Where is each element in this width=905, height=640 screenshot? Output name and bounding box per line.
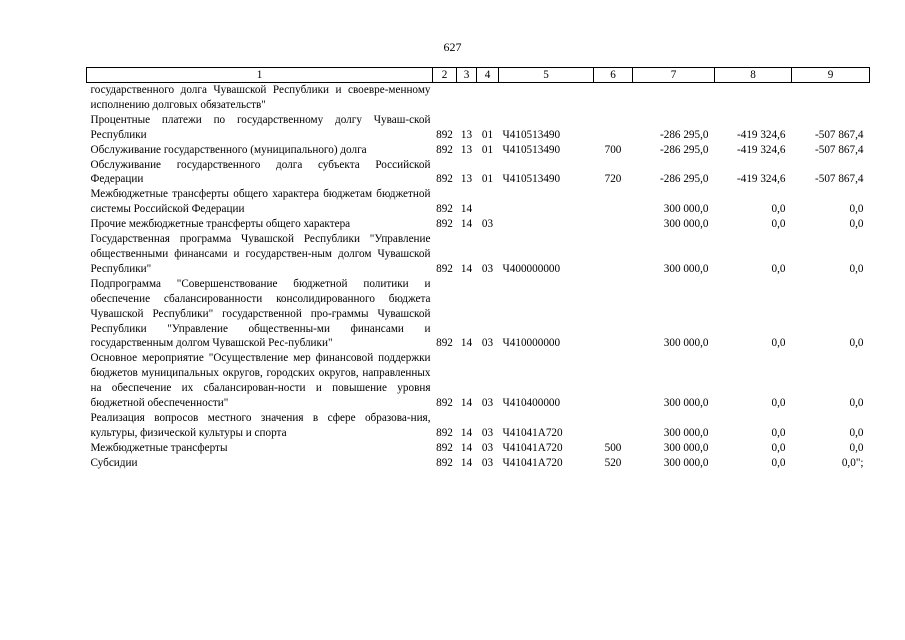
target-article-code: Ч410513490 [502, 128, 561, 141]
ministry-code: 892 [436, 441, 453, 454]
target-article-code [499, 83, 594, 113]
amount-year-3: 0,0"; [841, 456, 864, 469]
header-cell: 5 [499, 68, 594, 83]
table-row [87, 158, 870, 188]
amount-year-3: -507 867,4 [815, 128, 864, 141]
subsection-code: 03 [481, 456, 494, 469]
amount-year-3: 0,0 [849, 426, 864, 439]
ministry-code: 892 [436, 262, 453, 275]
page-number: 627 [443, 40, 462, 54]
subsection-code: 01 [481, 143, 494, 156]
row-description: Межбюджетные трансферты [90, 441, 228, 454]
row-description: Государственная программа Чувашской Республики "Управление общественными финансами и государствен-ным долгом Чувашской Республики" [90, 233, 431, 275]
table-row [87, 83, 870, 113]
expense-type-code [594, 277, 633, 352]
amount-year-1: -286 295,0 [660, 143, 709, 156]
subsection-code: 03 [481, 337, 494, 350]
section-code: 14 [460, 397, 473, 410]
table-row [87, 217, 870, 232]
section-code: 13 [460, 173, 473, 186]
header-cell: 4 [477, 68, 499, 83]
expense-type-code: 520 [604, 456, 622, 469]
amount-year-1: 300 000,0 [663, 262, 709, 275]
amount-year-3: 0,0 [849, 441, 864, 454]
row-description: Реализация вопросов местного значения в сфере образова-ния, культуры, физической культуры и спорта [90, 411, 431, 439]
amount-year-1: 300 000,0 [663, 441, 709, 454]
amount-year-2: 0,0 [771, 337, 786, 350]
subsection-code: 03 [481, 397, 494, 410]
row-description: Обслуживание государственного долга субъекта Российской Федерации [90, 158, 431, 186]
row-description: Основное мероприятие "Осуществление мер финансовой поддержки бюджетов муниципальных округов, городских округов, направленных на обеспечение их сбалансирован-ности и повышение уровня бюджетной обеспеченности" [90, 352, 431, 410]
header-cell: 8 [715, 68, 792, 83]
expense-type-code [594, 187, 633, 217]
ministry-code: 892 [436, 337, 453, 350]
target-article-code: Ч410513490 [502, 173, 561, 186]
subsection-code: 01 [481, 173, 494, 186]
amount-year-3: 0,0 [849, 262, 864, 275]
row-description: Подпрограмма "Совершенствование бюджетной политики и обеспечение сбалансированности консолидированного бюджета Чувашской Республики" государственной про-граммы Чувашской Республики "Управление общественны-ми финансами и государственным долгом Чувашской Рес-публики" [90, 277, 431, 350]
table-header [87, 68, 870, 83]
amount-year-1: 300 000,0 [663, 203, 709, 216]
amount-year-3: -507 867,4 [815, 143, 864, 156]
header-cell: 1 [87, 68, 433, 83]
amount-year-2: -419 324,6 [737, 128, 786, 141]
amount-year-1 [633, 83, 715, 113]
amount-year-2: 0,0 [771, 441, 786, 454]
subsection-code: 03 [481, 426, 494, 439]
target-article-code [499, 217, 594, 232]
table-row [87, 143, 870, 158]
amount-year-1: 300 000,0 [663, 426, 709, 439]
ministry-code: 892 [436, 397, 453, 410]
section-code: 14 [460, 218, 473, 231]
subsection-code [477, 187, 499, 217]
expense-type-code [594, 83, 633, 113]
expense-type-code: 500 [604, 441, 622, 454]
table-row [87, 277, 870, 352]
expense-type-code [594, 232, 633, 277]
ministry-code: 892 [436, 173, 453, 186]
expense-type-code [594, 217, 633, 232]
amount-year-2: 0,0 [771, 218, 786, 231]
section-code: 14 [460, 456, 473, 469]
amount-year-2: 0,0 [771, 456, 786, 469]
expense-type-code [594, 113, 633, 143]
row-description: Прочие межбюджетные трансферты общего характера [90, 218, 351, 231]
subsection-code: 01 [481, 128, 494, 141]
target-article-code: Ч410513490 [502, 143, 561, 156]
amount-year-2: 0,0 [771, 397, 786, 410]
table-row [87, 232, 870, 277]
row-description: Субсидии [90, 456, 138, 469]
section-code: 13 [460, 128, 473, 141]
expense-type-code: 700 [604, 143, 622, 156]
target-article-code: Ч400000000 [502, 262, 561, 275]
target-article-code: Ч410000000 [502, 337, 561, 350]
amount-year-3: 0,0 [849, 337, 864, 350]
subsection-code: 03 [481, 441, 494, 454]
expense-type-code [594, 411, 633, 441]
section-code: 14 [460, 203, 473, 216]
table-row [87, 351, 870, 411]
section-code: 14 [460, 262, 473, 275]
amount-year-2: 0,0 [771, 426, 786, 439]
target-article-code: Ч41041А720 [502, 456, 563, 469]
table-row [87, 411, 870, 441]
amount-year-3: 0,0 [849, 218, 864, 231]
table-row [87, 187, 870, 217]
amount-year-3: -507 867,4 [815, 173, 864, 186]
expense-type-code [594, 351, 633, 411]
amount-year-2: -419 324,6 [737, 173, 786, 186]
amount-year-1: 300 000,0 [663, 218, 709, 231]
header-cell: 9 [792, 68, 870, 83]
header-cell: 2 [433, 68, 457, 83]
amount-year-1: 300 000,0 [663, 456, 709, 469]
amount-year-1: -286 295,0 [660, 128, 709, 141]
table-body [87, 83, 870, 471]
section-code: 14 [460, 426, 473, 439]
table-row [87, 441, 870, 456]
ministry-code: 892 [436, 456, 453, 469]
amount-year-2: 0,0 [771, 262, 786, 275]
ministry-code: 892 [436, 128, 453, 141]
ministry-code: 892 [436, 203, 453, 216]
subsection-code: 03 [481, 218, 494, 231]
header-cell: 6 [594, 68, 633, 83]
ministry-code [433, 83, 457, 113]
row-description: Обслуживание государственного (муниципального) долга [90, 143, 367, 156]
row-description: Межбюджетные трансферты общего характера бюджетам бюджетной системы Российской Федерации [90, 188, 431, 216]
section-code [457, 83, 477, 113]
target-article-code: Ч41041А720 [502, 426, 563, 439]
row-description: государственного долга Чувашской Республики и своевре-менному исполнению долговых обязательств" [90, 84, 431, 111]
ministry-code: 892 [436, 426, 453, 439]
section-code: 14 [460, 337, 473, 350]
table-row [87, 456, 870, 471]
section-code: 14 [460, 441, 473, 454]
amount-year-2: -419 324,6 [737, 143, 786, 156]
target-article-code: Ч410400000 [502, 397, 561, 410]
expense-type-code: 720 [604, 173, 622, 186]
budget-table [86, 67, 870, 471]
table-row [87, 113, 870, 143]
amount-year-1: 300 000,0 [663, 397, 709, 410]
header-cell: 3 [457, 68, 477, 83]
amount-year-3: 0,0 [849, 397, 864, 410]
ministry-code: 892 [436, 143, 453, 156]
subsection-code: 03 [481, 262, 494, 275]
ministry-code: 892 [436, 218, 453, 231]
section-code: 13 [460, 143, 473, 156]
amount-year-1: 300 000,0 [663, 337, 709, 350]
header-row [87, 68, 870, 83]
amount-year-1: -286 295,0 [660, 173, 709, 186]
row-description: Процентные платежи по государственному долгу Чуваш-ской Республики [90, 113, 431, 141]
amount-year-3: 0,0 [849, 203, 864, 216]
header-cell: 7 [633, 68, 715, 83]
amount-year-3 [792, 83, 870, 113]
target-article-code [499, 187, 594, 217]
subsection-code [477, 83, 499, 113]
amount-year-2: 0,0 [771, 203, 786, 216]
target-article-code: Ч41041А720 [502, 441, 563, 454]
amount-year-2 [715, 83, 792, 113]
